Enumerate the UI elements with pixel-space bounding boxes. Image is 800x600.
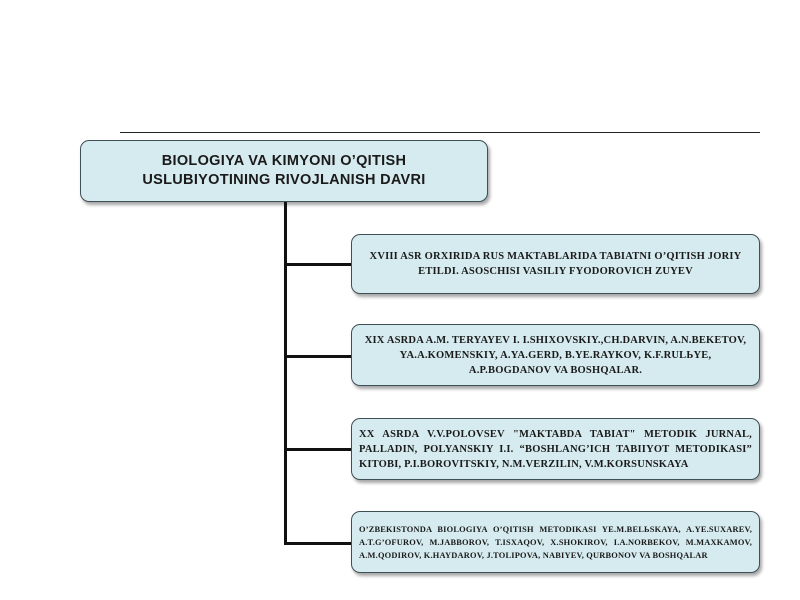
connector-branch-1 [284,263,352,266]
top-divider-line [120,132,760,133]
connector-branch-3 [284,448,352,451]
connector-branch-4 [284,542,352,545]
period-box-20th-century [351,418,760,480]
period-box-18th-century [351,234,760,294]
period-text-19th-century: XIX ASRDA A.M. TERYAYEV I. I.SHIXOVSKIY.,CH.DARVIN, A.N.BEKETOV, YA.A.KOMENSKIY, A.YA.GERD, B.YE.RAYKOV, K.F.RULЬYE, A.P.BOGDANOV VA BOSHQALAR. [364,334,747,376]
period-box-uzbekistan [351,511,760,573]
connector-spine [284,202,287,545]
period-text-uzbekistan: O’ZBEKISTONDA BIOLOGIYA O’QITISH METODIKASI YE.M.BELЬSKAYA, A.YE.SUXAREV, A.T.G’OFUROV, M.JABBOROV, T.ISXAQOV, X.SHOKIROV, I.A.NORBEKOV, M.MAXKAMOV, A.M.QODIROV, K.HAYDAROV, J.TOLIPOVA, NABIYEV, QURBONOV VA BOSHQALAR [359,524,752,560]
connector-branch-2 [284,355,352,358]
title-line-2: USLUBIYOTINING RIVOJLANISH DAVRI [142,172,426,188]
period-box-19th-century [351,324,760,386]
period-text-18th-century: XVIII ASR ОRXIRIDA RUS MAKTABLARIDA TABIATNI O’QITISH JORIY ETILDI. ASOSCHISI VASILIY FYODOROVICH ZUYEV [369,251,742,277]
diagram-title [142,152,425,190]
title-line-1: BIOLOGIYA VA KIMYONI O’QITISH [161,153,407,169]
period-text-20th-century: XX ASRDA V.V.POLOVSEV "MAKTABDA TABIAT" METODIK JURNAL, PALLADIN, POLYANSKIY I.I. “BOSHLANG’ICH TABIIYOT METODIKASI” KITOBI, P.I.BOROVITSKIY, N.M.VERZILIN, V.M.KORSUNSKAYA [359,428,752,470]
title-box [80,140,488,202]
